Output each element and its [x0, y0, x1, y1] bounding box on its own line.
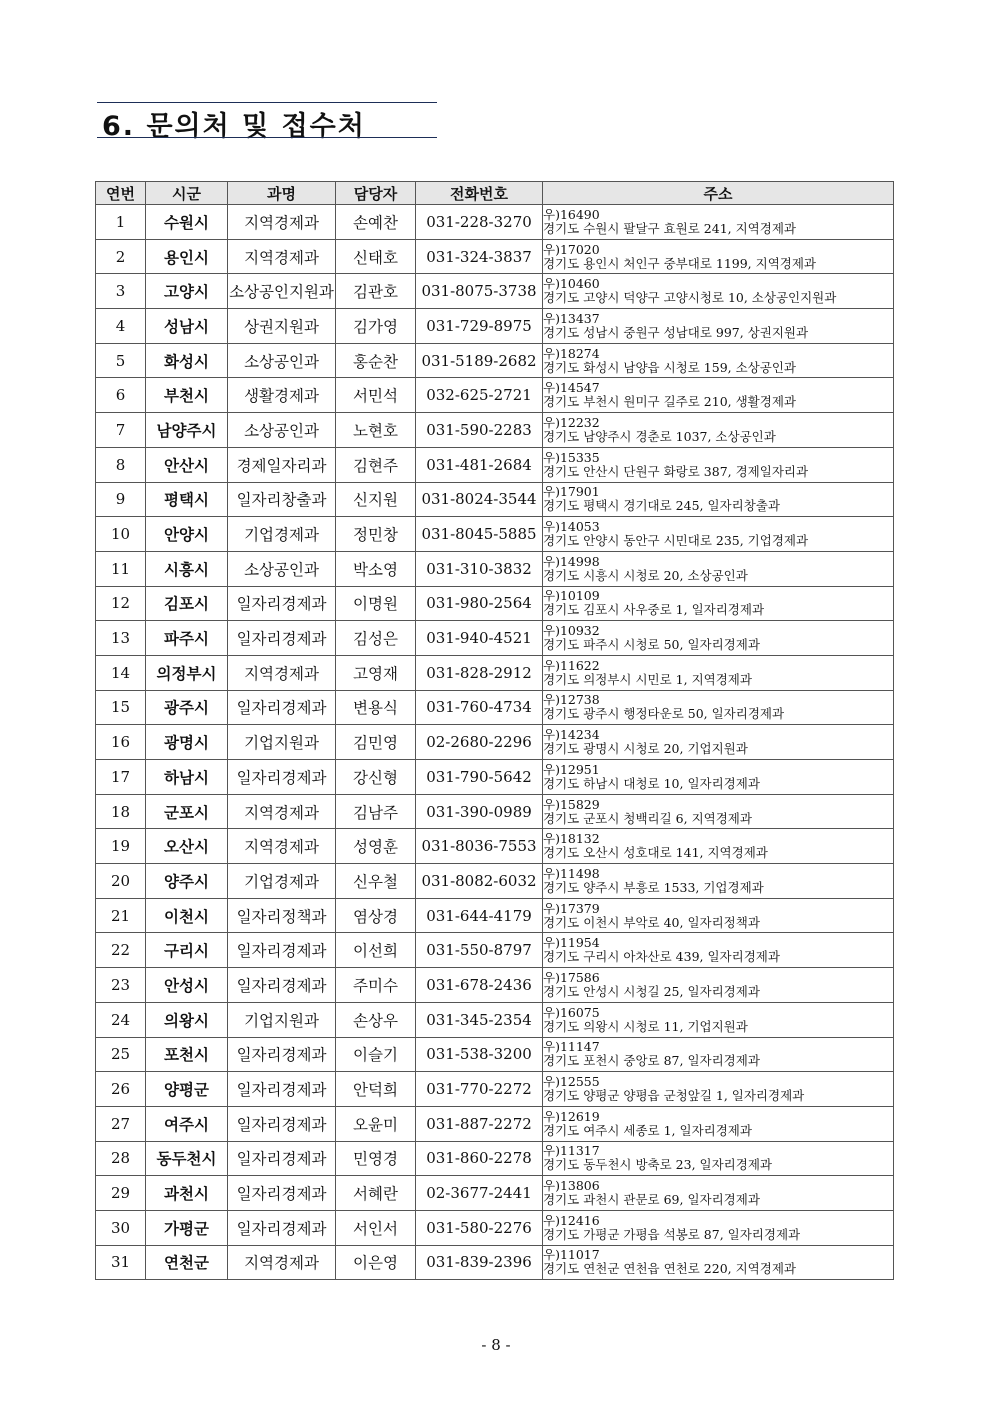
- cell-city: 부천시: [146, 378, 228, 413]
- cell-address: [543, 621, 894, 656]
- header-address: 주소: [543, 182, 894, 205]
- cell-dept: 일자리경제과: [228, 586, 336, 621]
- cell-phone: 031-5189-2682: [416, 343, 543, 378]
- cell-address: [543, 725, 894, 760]
- street-address: 경기도 광명시 시청로 20, 기업지원과: [543, 741, 748, 757]
- table-row: [96, 968, 894, 1003]
- street-address: 경기도 파주시 시청로 50, 일자리경제과: [543, 637, 760, 653]
- cell-address: [543, 551, 894, 586]
- cell-phone: 031-8036-7553: [416, 829, 543, 864]
- street-address: 경기도 용인시 처인구 중부대로 1199, 지역경제과: [543, 255, 817, 271]
- cell-address: [543, 1176, 894, 1211]
- cell-phone: 031-839-2396: [416, 1245, 543, 1280]
- cell-phone: 031-8075-3738: [416, 274, 543, 309]
- cell-address: [543, 1141, 894, 1176]
- cell-no: 27: [96, 1106, 146, 1141]
- cell-city: 의왕시: [146, 1002, 228, 1037]
- table-row: [96, 413, 894, 448]
- cell-address: [543, 343, 894, 378]
- table-header-row: [96, 182, 894, 205]
- cell-phone: 031-228-3270: [416, 205, 543, 240]
- street-address: 경기도 연천군 연천읍 연천로 220, 지역경제과: [543, 1261, 796, 1277]
- cell-person: 이명원: [336, 586, 416, 621]
- cell-dept: 소상공인과: [228, 413, 336, 448]
- cell-city: 파주시: [146, 621, 228, 656]
- header-dept: 과명: [228, 182, 336, 205]
- postal-code: 우)12416: [543, 1212, 600, 1228]
- table-row: [96, 1037, 894, 1072]
- cell-city: 포천시: [146, 1037, 228, 1072]
- cell-city: 성남시: [146, 309, 228, 344]
- cell-phone: 031-887-2272: [416, 1106, 543, 1141]
- postal-code: 우)18274: [543, 345, 600, 361]
- cell-city: 동두천시: [146, 1141, 228, 1176]
- cell-city: 가평군: [146, 1210, 228, 1245]
- street-address: 경기도 의정부시 시민로 1, 지역경제과: [543, 671, 752, 687]
- postal-code: 우)12555: [543, 1074, 600, 1090]
- cell-no: 19: [96, 829, 146, 864]
- street-address: 경기도 양평군 양평읍 군청앞길 1, 일자리경제과: [543, 1088, 805, 1104]
- cell-person: 노현호: [336, 413, 416, 448]
- street-address: 경기도 남양주시 경춘로 1037, 소상공인과: [543, 428, 776, 444]
- table-row: [96, 794, 894, 829]
- street-address: 경기도 김포시 사우중로 1, 일자리경제과: [543, 602, 765, 618]
- cell-city: 안산시: [146, 447, 228, 482]
- cell-dept: 기업지원과: [228, 1002, 336, 1037]
- cell-dept: 일자리경제과: [228, 760, 336, 795]
- cell-address: [543, 378, 894, 413]
- cell-address: [543, 205, 894, 240]
- cell-person: 정민창: [336, 517, 416, 552]
- cell-dept: 기업경제과: [228, 864, 336, 899]
- cell-no: 1: [96, 205, 146, 240]
- cell-dept: 경제일자리과: [228, 447, 336, 482]
- cell-dept: 소상공인지원과: [228, 274, 336, 309]
- table-row: [96, 1176, 894, 1211]
- street-address: 경기도 의왕시 시청로 11, 기업지원과: [543, 1018, 748, 1034]
- section-title: 6. 문의처 및 접수처: [102, 111, 366, 142]
- cell-city: 화성시: [146, 343, 228, 378]
- cell-person: 변용식: [336, 690, 416, 725]
- cell-no: 18: [96, 794, 146, 829]
- street-address: 경기도 구리시 아차산로 439, 일자리경제과: [543, 949, 780, 965]
- cell-address: [543, 933, 894, 968]
- cell-city: 연천군: [146, 1245, 228, 1280]
- header-no: 연번: [96, 182, 146, 205]
- cell-address: [543, 1002, 894, 1037]
- cell-dept: 소상공인과: [228, 343, 336, 378]
- cell-phone: 031-8024-3544: [416, 482, 543, 517]
- street-address: 경기도 시흥시 시청로 20, 소상공인과: [543, 567, 748, 583]
- cell-phone: 031-8082-6032: [416, 864, 543, 899]
- table-row: [96, 274, 894, 309]
- street-address: 경기도 광주시 행정타운로 50, 일자리경제과: [543, 706, 785, 722]
- table-row: [96, 1141, 894, 1176]
- cell-no: 8: [96, 447, 146, 482]
- header-person: 담당자: [336, 182, 416, 205]
- postal-code: 우)11622: [543, 657, 600, 673]
- postal-code: 우)11954: [543, 935, 600, 951]
- cell-dept: 지역경제과: [228, 794, 336, 829]
- postal-code: 우)13437: [543, 310, 600, 326]
- cell-phone: 02-2680-2296: [416, 725, 543, 760]
- table-row: [96, 690, 894, 725]
- cell-address: [543, 1245, 894, 1280]
- cell-person: 손상우: [336, 1002, 416, 1037]
- cell-person: 주미수: [336, 968, 416, 1003]
- cell-city: 양주시: [146, 864, 228, 899]
- cell-person: 서민석: [336, 378, 416, 413]
- table-row: [96, 205, 894, 240]
- table-row: [96, 586, 894, 621]
- cell-phone: 031-8045-5885: [416, 517, 543, 552]
- table-row: [96, 1245, 894, 1280]
- cell-address: [543, 447, 894, 482]
- street-address: 경기도 과천시 관문로 69, 일자리경제과: [543, 1192, 760, 1208]
- postal-code: 우)12619: [543, 1108, 600, 1124]
- cell-no: 13: [96, 621, 146, 656]
- cell-no: 26: [96, 1072, 146, 1107]
- cell-no: 2: [96, 239, 146, 274]
- cell-person: 박소영: [336, 551, 416, 586]
- cell-no: 16: [96, 725, 146, 760]
- cell-person: 신우철: [336, 864, 416, 899]
- cell-phone: 031-790-5642: [416, 760, 543, 795]
- cell-phone: 031-345-2354: [416, 1002, 543, 1037]
- street-address: 경기도 오산시 성호대로 141, 지역경제과: [543, 845, 768, 861]
- cell-address: [543, 239, 894, 274]
- cell-phone: 031-980-2564: [416, 586, 543, 621]
- cell-no: 20: [96, 864, 146, 899]
- cell-dept: 일자리경제과: [228, 933, 336, 968]
- table-row: [96, 864, 894, 899]
- postal-code: 우)10932: [543, 623, 600, 639]
- table-row: [96, 725, 894, 760]
- cell-phone: 031-324-3837: [416, 239, 543, 274]
- cell-no: 12: [96, 586, 146, 621]
- cell-person: 이은영: [336, 1245, 416, 1280]
- cell-no: 5: [96, 343, 146, 378]
- postal-code: 우)14547: [543, 380, 600, 396]
- cell-address: [543, 690, 894, 725]
- table-row: [96, 621, 894, 656]
- cell-city: 안양시: [146, 517, 228, 552]
- street-address: 경기도 안양시 동안구 시민대로 235, 기업경제과: [543, 533, 809, 549]
- cell-city: 여주시: [146, 1106, 228, 1141]
- cell-city: 광주시: [146, 690, 228, 725]
- cell-no: 17: [96, 760, 146, 795]
- cell-dept: 기업지원과: [228, 725, 336, 760]
- street-address: 경기도 안성시 시청길 25, 일자리경제과: [543, 983, 760, 999]
- postal-code: 우)16490: [543, 206, 600, 222]
- cell-city: 과천시: [146, 1176, 228, 1211]
- cell-no: 23: [96, 968, 146, 1003]
- cell-city: 의정부시: [146, 655, 228, 690]
- postal-code: 우)12232: [543, 414, 600, 430]
- cell-person: 오윤미: [336, 1106, 416, 1141]
- cell-no: 10: [96, 517, 146, 552]
- cell-person: 김관호: [336, 274, 416, 309]
- cell-no: 25: [96, 1037, 146, 1072]
- cell-address: [543, 413, 894, 448]
- cell-person: 김현주: [336, 447, 416, 482]
- contacts-table: [95, 181, 894, 1280]
- table-row: [96, 447, 894, 482]
- cell-city: 시흥시: [146, 551, 228, 586]
- cell-dept: 일자리경제과: [228, 1037, 336, 1072]
- cell-no: 3: [96, 274, 146, 309]
- cell-dept: 지역경제과: [228, 239, 336, 274]
- cell-city: 광명시: [146, 725, 228, 760]
- cell-phone: 031-678-2436: [416, 968, 543, 1003]
- cell-dept: 일자리정책과: [228, 898, 336, 933]
- cell-city: 오산시: [146, 829, 228, 864]
- cell-dept: 일자리경제과: [228, 1106, 336, 1141]
- cell-address: [543, 1037, 894, 1072]
- cell-city: 안성시: [146, 968, 228, 1003]
- cell-no: 15: [96, 690, 146, 725]
- cell-phone: 031-860-2278: [416, 1141, 543, 1176]
- cell-address: [543, 482, 894, 517]
- postal-code: 우)11017: [543, 1247, 600, 1263]
- cell-phone: 031-550-8797: [416, 933, 543, 968]
- street-address: 경기도 동두천시 방축로 23, 일자리경제과: [543, 1157, 772, 1173]
- street-address: 경기도 이천시 부악로 40, 일자리정책과: [543, 914, 760, 930]
- cell-address: [543, 655, 894, 690]
- cell-person: 이선희: [336, 933, 416, 968]
- cell-person: 김가영: [336, 309, 416, 344]
- cell-no: 22: [96, 933, 146, 968]
- postal-code: 우)12738: [543, 692, 600, 708]
- table-row: [96, 378, 894, 413]
- cell-dept: 지역경제과: [228, 1245, 336, 1280]
- cell-dept: 일자리창출과: [228, 482, 336, 517]
- cell-address: [543, 274, 894, 309]
- postal-code: 우)18132: [543, 831, 600, 847]
- street-address: 경기도 평택시 경기대로 245, 일자리창출과: [543, 498, 780, 514]
- cell-person: 민영경: [336, 1141, 416, 1176]
- postal-code: 우)15829: [543, 796, 600, 812]
- cell-phone: 032-625-2721: [416, 378, 543, 413]
- cell-phone: 031-580-2276: [416, 1210, 543, 1245]
- table-row: [96, 1106, 894, 1141]
- postal-code: 우)17586: [543, 969, 600, 985]
- table-row: [96, 1210, 894, 1245]
- cell-city: 평택시: [146, 482, 228, 517]
- cell-address: [543, 864, 894, 899]
- cell-dept: 일자리경제과: [228, 621, 336, 656]
- cell-person: 안덕희: [336, 1072, 416, 1107]
- cell-phone: 031-940-4521: [416, 621, 543, 656]
- street-address: 경기도 여주시 세종로 1, 일자리경제과: [543, 1122, 752, 1138]
- street-address: 경기도 가평군 가평읍 석봉로 87, 일자리경제과: [543, 1226, 801, 1242]
- postal-code: 우)14234: [543, 727, 600, 743]
- postal-code: 우)10460: [543, 276, 600, 292]
- cell-person: 김성은: [336, 621, 416, 656]
- cell-address: [543, 517, 894, 552]
- cell-dept: 일자리경제과: [228, 1176, 336, 1211]
- cell-dept: 지역경제과: [228, 205, 336, 240]
- postal-code: 우)14053: [543, 519, 600, 535]
- postal-code: 우)11498: [543, 865, 600, 881]
- cell-dept: 기업경제과: [228, 517, 336, 552]
- cell-no: 7: [96, 413, 146, 448]
- postal-code: 우)11317: [543, 1143, 600, 1159]
- cell-city: 남양주시: [146, 413, 228, 448]
- postal-code: 우)13806: [543, 1178, 600, 1194]
- cell-person: 김민영: [336, 725, 416, 760]
- cell-person: 서인서: [336, 1210, 416, 1245]
- cell-dept: 일자리경제과: [228, 1072, 336, 1107]
- cell-address: [543, 586, 894, 621]
- cell-dept: 일자리경제과: [228, 968, 336, 1003]
- postal-code: 우)17379: [543, 900, 600, 916]
- cell-phone: 031-770-2272: [416, 1072, 543, 1107]
- page-number: - 8 -: [481, 1336, 511, 1354]
- cell-city: 용인시: [146, 239, 228, 274]
- cell-dept: 소상공인과: [228, 551, 336, 586]
- cell-no: 11: [96, 551, 146, 586]
- cell-person: 서혜란: [336, 1176, 416, 1211]
- cell-phone: 031-390-0989: [416, 794, 543, 829]
- cell-address: [543, 829, 894, 864]
- cell-person: 성영훈: [336, 829, 416, 864]
- cell-person: 신지원: [336, 482, 416, 517]
- cell-person: 염상경: [336, 898, 416, 933]
- table-row: [96, 1002, 894, 1037]
- postal-code: 우)12951: [543, 761, 600, 777]
- cell-dept: 일자리경제과: [228, 690, 336, 725]
- street-address: 경기도 안산시 단원구 화랑로 387, 경제일자리과: [543, 463, 809, 479]
- street-address: 경기도 포천시 중앙로 87, 일자리경제과: [543, 1053, 760, 1069]
- cell-no: 28: [96, 1141, 146, 1176]
- cell-city: 하남시: [146, 760, 228, 795]
- cell-person: 손예찬: [336, 205, 416, 240]
- cell-no: 24: [96, 1002, 146, 1037]
- table-row: [96, 551, 894, 586]
- cell-address: [543, 898, 894, 933]
- table-row: [96, 829, 894, 864]
- cell-address: [543, 968, 894, 1003]
- street-address: 경기도 양주시 부흥로 1533, 기업경제과: [543, 879, 764, 895]
- table-row: [96, 517, 894, 552]
- cell-no: 9: [96, 482, 146, 517]
- cell-address: [543, 760, 894, 795]
- table-row: [96, 343, 894, 378]
- cell-no: 14: [96, 655, 146, 690]
- cell-dept: 일자리경제과: [228, 1141, 336, 1176]
- cell-no: 31: [96, 1245, 146, 1280]
- street-address: 경기도 성남시 중원구 성남대로 997, 상권지원과: [543, 324, 809, 340]
- table-row: [96, 309, 894, 344]
- postal-code: 우)11147: [543, 1039, 600, 1055]
- table-row: [96, 933, 894, 968]
- street-address: 경기도 부천시 원미구 길주로 210, 생활경제과: [543, 394, 796, 410]
- cell-dept: 지역경제과: [228, 829, 336, 864]
- table-row: [96, 760, 894, 795]
- postal-code: 우)16075: [543, 1004, 600, 1020]
- header-phone: 전화번호: [416, 182, 543, 205]
- cell-person: 고영재: [336, 655, 416, 690]
- cell-phone: 031-538-3200: [416, 1037, 543, 1072]
- header-city: 시군: [146, 182, 228, 205]
- table-row: [96, 655, 894, 690]
- cell-dept: 일자리경제과: [228, 1210, 336, 1245]
- table-row: [96, 239, 894, 274]
- cell-phone: 031-729-8975: [416, 309, 543, 344]
- street-address: 경기도 수원시 팔달구 효원로 241, 지역경제과: [543, 220, 796, 236]
- cell-phone: 031-760-4734: [416, 690, 543, 725]
- cell-no: 6: [96, 378, 146, 413]
- postal-code: 우)15335: [543, 449, 600, 465]
- cell-person: 이슬기: [336, 1037, 416, 1072]
- street-address: 경기도 고양시 덕양구 고양시청로 10, 소상공인지원과: [543, 290, 837, 306]
- cell-address: [543, 1210, 894, 1245]
- cell-city: 김포시: [146, 586, 228, 621]
- cell-person: 홍순찬: [336, 343, 416, 378]
- postal-code: 우)14998: [543, 553, 600, 569]
- cell-person: 신태호: [336, 239, 416, 274]
- cell-phone: 031-310-3832: [416, 551, 543, 586]
- cell-dept: 상권지원과: [228, 309, 336, 344]
- cell-city: 고양시: [146, 274, 228, 309]
- street-address: 경기도 군포시 청백리길 6, 지역경제과: [543, 810, 752, 826]
- cell-address: [543, 309, 894, 344]
- cell-address: [543, 1072, 894, 1107]
- cell-address: [543, 794, 894, 829]
- cell-no: 4: [96, 309, 146, 344]
- cell-phone: 02-3677-2441: [416, 1176, 543, 1211]
- postal-code: 우)17020: [543, 241, 600, 257]
- cell-city: 수원시: [146, 205, 228, 240]
- postal-code: 우)17901: [543, 484, 600, 500]
- cell-city: 양평군: [146, 1072, 228, 1107]
- title-top-rule: [97, 102, 437, 103]
- cell-city: 이천시: [146, 898, 228, 933]
- cell-address: [543, 1106, 894, 1141]
- table-row: [96, 482, 894, 517]
- cell-dept: 생활경제과: [228, 378, 336, 413]
- cell-phone: 031-590-2283: [416, 413, 543, 448]
- cell-no: 29: [96, 1176, 146, 1211]
- street-address: 경기도 화성시 남양읍 시청로 159, 소상공인과: [543, 359, 796, 375]
- table-row: [96, 1072, 894, 1107]
- cell-city: 군포시: [146, 794, 228, 829]
- cell-phone: 031-644-4179: [416, 898, 543, 933]
- cell-no: 30: [96, 1210, 146, 1245]
- cell-person: 김남주: [336, 794, 416, 829]
- cell-no: 21: [96, 898, 146, 933]
- title-bottom-rule: [97, 137, 437, 138]
- cell-person: 강신형: [336, 760, 416, 795]
- cell-dept: 지역경제과: [228, 655, 336, 690]
- cell-city: 구리시: [146, 933, 228, 968]
- table-row: [96, 898, 894, 933]
- cell-phone: 031-481-2684: [416, 447, 543, 482]
- postal-code: 우)10109: [543, 588, 600, 604]
- cell-phone: 031-828-2912: [416, 655, 543, 690]
- street-address: 경기도 하남시 대청로 10, 일자리경제과: [543, 775, 760, 791]
